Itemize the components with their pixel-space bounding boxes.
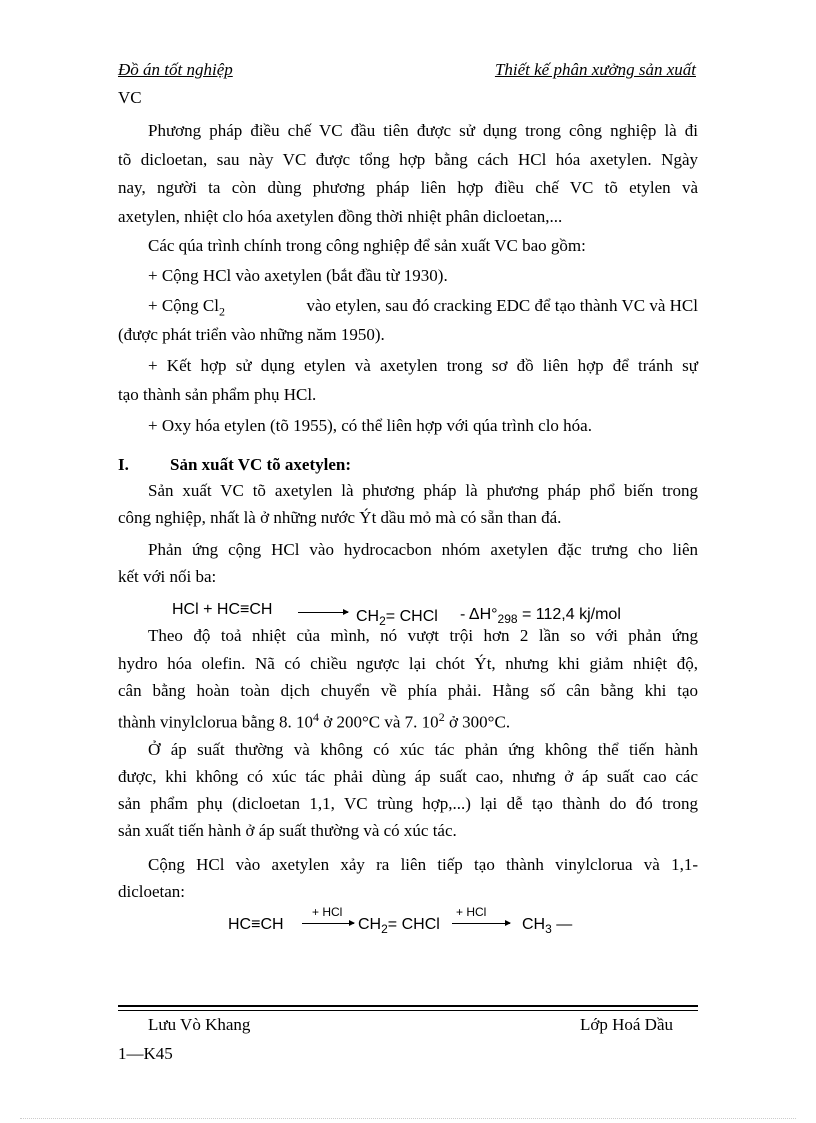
eq2-arrow2-label: + HCl	[456, 905, 487, 919]
reaction-arrow-icon	[298, 612, 348, 613]
header-left: Đồ án tốt nghiệp	[118, 60, 233, 79]
reaction-arrow-icon	[452, 923, 510, 924]
section-line: Phản ứng cộng HCl vào hydrocacbon nhóm axetylen đặc trưng cho liên	[148, 540, 698, 559]
footer-rule	[118, 1010, 698, 1011]
section-line: công nghiệp, nhất là ở những nước Ýt dầu mỏ mà có sẵn than đá.	[118, 508, 562, 527]
section-line: Cộng HCl vào axetylen xảy ra liên tiếp tạo thành vinylclorua và 1,1-	[148, 855, 698, 874]
header-right: Thiết kế phân xưởng sản xuất	[494, 60, 696, 79]
footer-class: Lớp Hoá Dầu	[579, 1015, 673, 1034]
section-line: Sản xuất VC tõ axetylen là phương pháp là phương pháp phổ biến trong	[148, 481, 698, 500]
section-line: cân bằng hoàn toàn dịch chuyển về phía phải. Hằng số cân bằng khi tạo	[118, 681, 698, 700]
footer-author: Lưu Vò Khang	[148, 1015, 251, 1034]
eq2-text: CH	[522, 916, 546, 933]
eq2-text: CH	[358, 916, 382, 933]
eq1-enthalpy-text: - ΔH°	[460, 606, 498, 623]
eq2-product	[522, 916, 572, 936]
equilibrium-text: ở 300°C.	[444, 712, 511, 732]
subscript: 2	[379, 614, 386, 629]
intro-line: Phương pháp điều chế VC đầu tiên được sử dụng trong công nghiệp là đi	[148, 121, 698, 140]
footer-rule	[118, 1005, 698, 1007]
section-line: kết với nối ba:	[118, 567, 217, 586]
section-line: sản phẩm phụ (dicloetan 1,1, VC trùng hợp,...) lại dễ tạo thành do đó trong	[118, 794, 698, 813]
eq1-enthalpy-text: = 112,4 kj/mol	[517, 606, 621, 623]
section-line: được, khi không có xúc tác phải dùng áp suất cao, nhưng ở áp suất cao các	[118, 767, 698, 786]
processes-heading: Các qúa trình chính trong công nghiệp để sản xuất VC bao gồm:	[148, 236, 586, 255]
process-item-text: vào etylen, sau đó cracking EDC để tạo thành VC và HCl	[306, 296, 698, 315]
section-line: Ở áp suất thường và không có xúc tác phản ứng không thể tiến hành	[148, 740, 698, 759]
eq1-reactants: HCl + HC≡CH	[172, 601, 273, 618]
section-number: I.	[118, 455, 129, 474]
header-continued: VC	[118, 88, 142, 107]
eq2-text: = CHCl	[387, 916, 440, 933]
eq2-intermediate	[358, 916, 440, 936]
eq1-product-text: = CHCl	[385, 608, 438, 625]
subscript: 2	[381, 922, 388, 937]
eq1-product-text: CH	[356, 608, 380, 625]
equilibrium-text: ở 200°C và 7. 10	[319, 712, 439, 732]
equilibrium-text: thành vinylclorua bằng 8. 10	[118, 712, 313, 732]
process-item	[148, 296, 698, 321]
process-item: + Kết hợp sử dụng etylen và axetylen trong sơ đồ liên hợp để tránh sự	[148, 356, 698, 375]
superscript: 4	[313, 710, 319, 724]
superscript: 2	[438, 710, 445, 724]
eq2-start: HC≡CH	[228, 916, 284, 933]
eq2-text: —	[551, 916, 573, 933]
section-line: Theo độ toả nhiệt của mình, nó vượt trội hơn 2 lần so với phản ứng	[148, 626, 698, 645]
reaction-arrow-icon	[302, 923, 354, 924]
subscript: 2	[219, 304, 225, 319]
section-line: sản xuất tiến hành ở áp suất thường và có xúc tác.	[118, 821, 457, 840]
process-item-cont: tạo thành sản phẩm phụ HCl.	[118, 385, 317, 404]
process-item: + Oxy hóa etylen (tõ 1955), có thể liên hợp với qúa trình clo hóa.	[148, 416, 592, 435]
section-line: hydro hóa olefin. Nã có chiều ngược lại chót Ýt, nhưng khi giảm nhiệt độ,	[118, 654, 698, 673]
equilibrium-line	[118, 707, 510, 733]
process-item-cont: (được phát triển vào những năm 1950).	[118, 325, 385, 344]
page-edge	[20, 1118, 796, 1119]
process-item: + Cộng HCl vào axetylen (bắt đầu từ 1930).	[148, 266, 448, 285]
subscript: 3	[545, 922, 552, 937]
subscript: 298	[497, 612, 518, 627]
intro-line: axetylen, nhiệt clo hóa axetylen đồng thời nhiệt phân dicloetan,...	[118, 207, 563, 226]
section-line: dicloetan:	[118, 882, 186, 901]
process-item-text: + Cộng Cl	[148, 296, 219, 315]
section-title: Sản xuất VC tõ axetylen:	[170, 455, 352, 474]
footer-code: 1—K45	[118, 1044, 173, 1063]
intro-line: nay, người ta còn dùng phương pháp liên hợp điều chế VC tõ etylen và	[118, 178, 698, 197]
eq1-enthalpy	[460, 606, 621, 626]
eq2-arrow1-label: + HCl	[312, 905, 343, 919]
intro-line: tõ dicloetan, sau này VC được tổng hợp bằng cách HCl hóa axetylen. Ngày	[118, 150, 698, 169]
